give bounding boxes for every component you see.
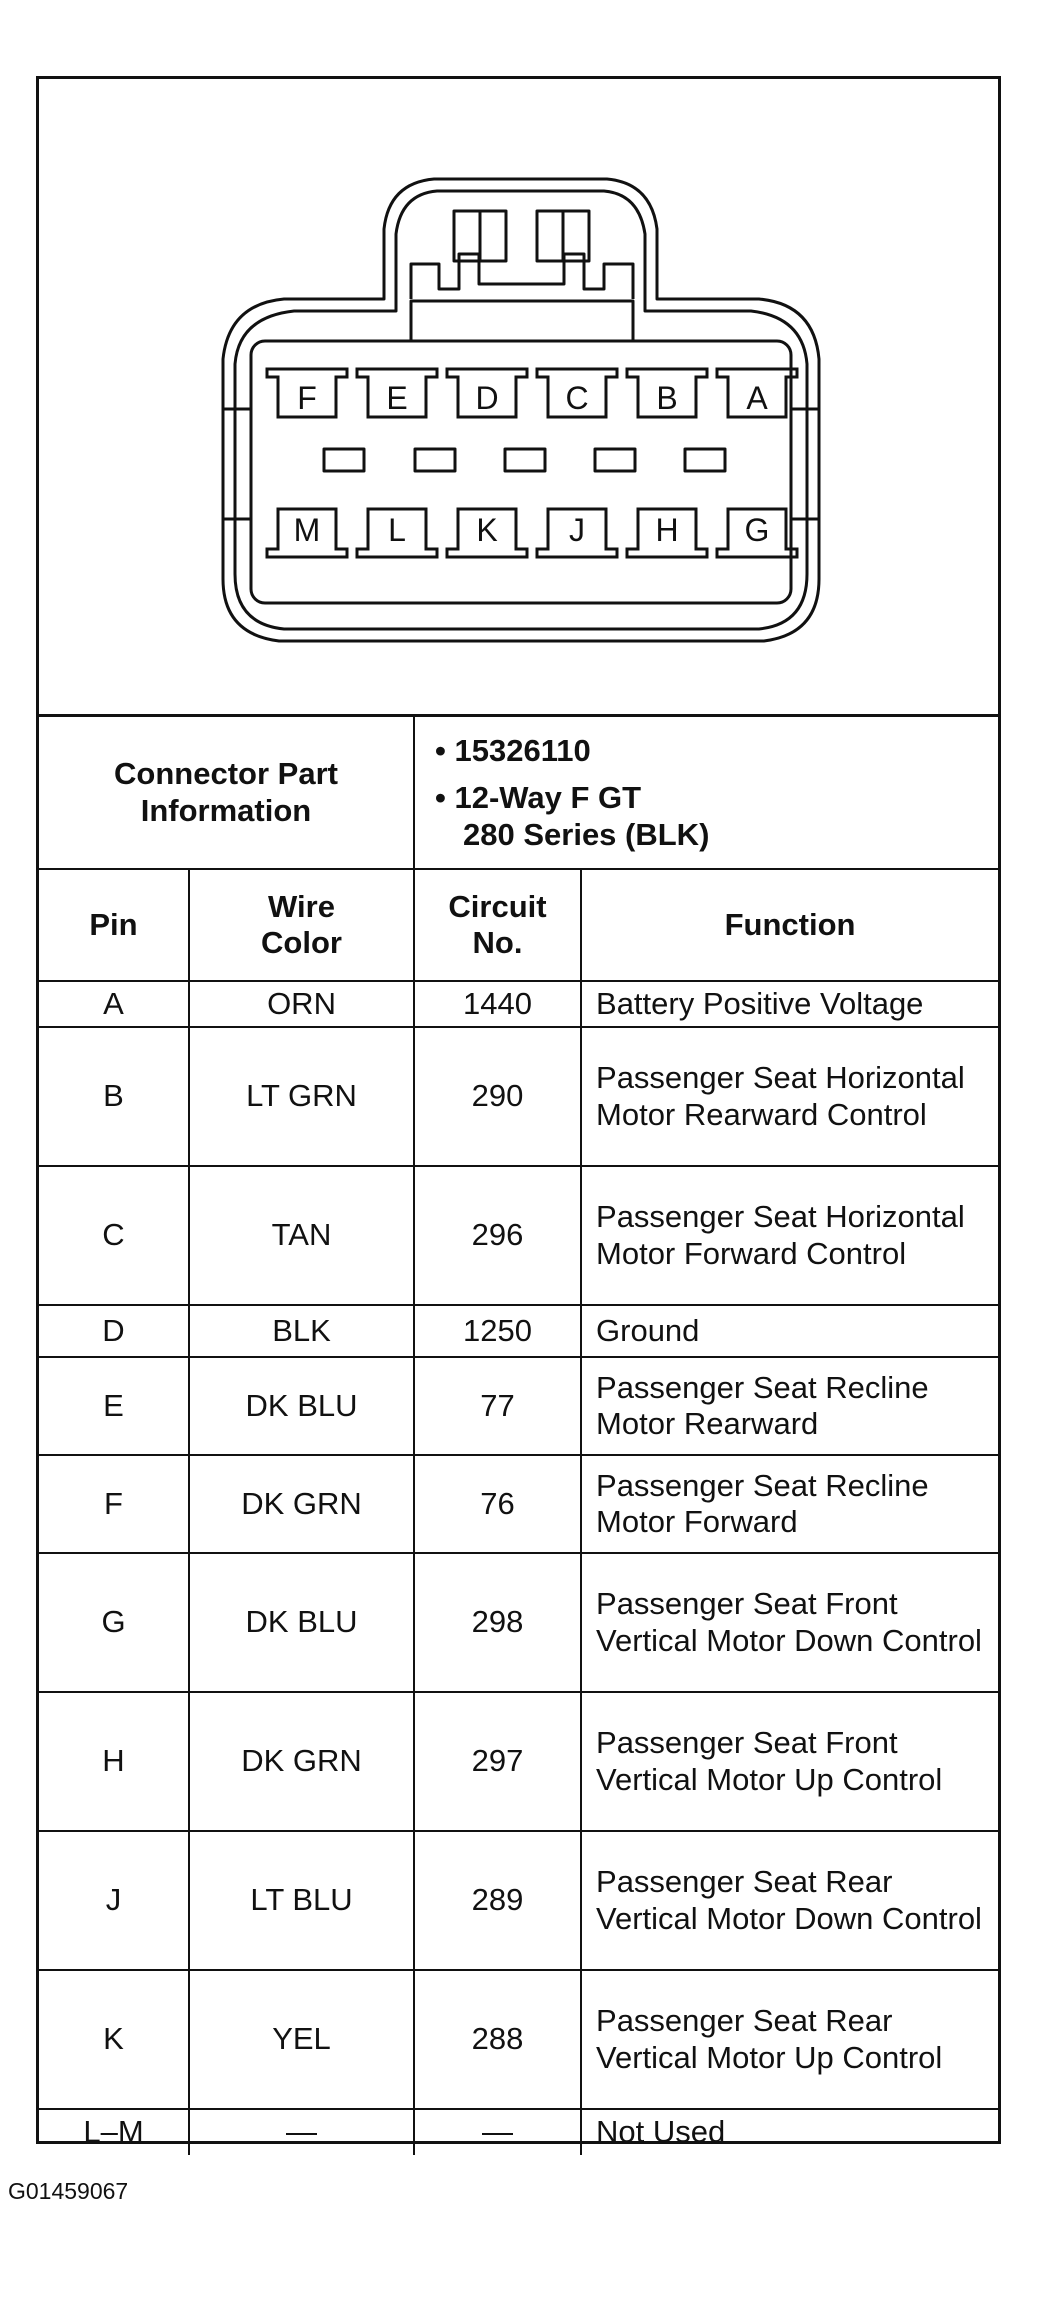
pin-cavity-j	[537, 509, 617, 557]
cell-pin: L–M	[39, 2109, 189, 2155]
cell-circuit: 289	[414, 1831, 581, 1970]
pin-letter: J	[569, 512, 585, 548]
part-info-label: Connector Part Information	[39, 717, 414, 869]
cell-wire-color: LT BLU	[189, 1831, 414, 1970]
cell-circuit: 288	[414, 1970, 581, 2109]
pin-cavity-d	[447, 369, 527, 417]
cell-wire-color: LT GRN	[189, 1027, 414, 1166]
pin-letter: H	[655, 512, 679, 548]
pin-cavity-g	[717, 509, 797, 557]
cell-wire-color: DK BLU	[189, 1357, 414, 1455]
cell-function: Passenger Seat Front Vertical Motor Down Control	[581, 1553, 998, 1692]
header-circuit-no: Circuit No.	[414, 869, 581, 981]
pin-cavity-e	[357, 369, 437, 417]
pin-letter: E	[386, 380, 408, 416]
pin-cavity-m	[267, 509, 347, 557]
cell-function: Battery Positive Voltage	[581, 981, 998, 1027]
cell-wire-color: —	[189, 2109, 414, 2155]
description-line-1: • 12-Way F GT	[435, 779, 642, 815]
cell-pin: G	[39, 1553, 189, 1692]
connector-face-diagram	[39, 79, 998, 717]
cell-pin: K	[39, 1970, 189, 2109]
pin-cavity-c	[537, 369, 617, 417]
figure-id: G01459067	[8, 2178, 129, 2204]
pinout-table	[39, 717, 998, 2155]
cell-function: Ground	[581, 1305, 998, 1357]
cell-circuit: 296	[414, 1166, 581, 1305]
cell-circuit: 298	[414, 1553, 581, 1692]
cell-pin: F	[39, 1455, 189, 1553]
connector-housing-inner	[235, 191, 807, 629]
pin-letter: G	[744, 512, 770, 548]
cell-wire-color: YEL	[189, 1970, 414, 2109]
cell-function: Passenger Seat Recline Motor Rearward	[581, 1357, 998, 1455]
cell-wire-color: DK BLU	[189, 1553, 414, 1692]
cell-pin: H	[39, 1692, 189, 1831]
cell-wire-color: BLK	[189, 1305, 414, 1357]
header-wire-color: Wire Color	[189, 869, 414, 981]
cell-circuit: 1440	[414, 981, 581, 1027]
connector-document-frame	[36, 76, 1001, 2150]
connector-face-drawing	[39, 79, 998, 714]
part-description-1: 12-Way F GT	[454, 779, 642, 815]
pin-letter: C	[565, 380, 589, 416]
cell-function: Passenger Seat Rear Vertical Motor Up Control	[581, 1970, 998, 2109]
table-row	[39, 1027, 998, 1166]
cell-pin: B	[39, 1027, 189, 1166]
pin-letter: A	[746, 380, 768, 416]
cell-circuit: 297	[414, 1692, 581, 1831]
part-number: 15326110	[454, 732, 591, 768]
header-function: Function	[581, 869, 998, 981]
cell-circuit: 1250	[414, 1305, 581, 1357]
cell-function: Passenger Seat Horizontal Motor Forward Control	[581, 1166, 998, 1305]
pin-cavity-k	[447, 509, 527, 557]
cell-function: Passenger Seat Rear Vertical Motor Down Control	[581, 1831, 998, 1970]
part-number-line: • 15326110	[435, 732, 591, 768]
latch-base	[411, 301, 633, 341]
table-row	[39, 1455, 998, 1553]
cell-wire-color: DK GRN	[189, 1455, 414, 1553]
cell-function: Not Used	[581, 2109, 998, 2155]
cell-function: Passenger Seat Front Vertical Motor Up Control	[581, 1692, 998, 1831]
table-header-row	[39, 869, 998, 981]
cell-wire-color: DK GRN	[189, 1692, 414, 1831]
cell-wire-color: TAN	[189, 1166, 414, 1305]
table-row	[39, 1692, 998, 1831]
cell-circuit: —	[414, 2109, 581, 2155]
cell-pin: D	[39, 1305, 189, 1357]
table-row	[39, 2109, 998, 2155]
cell-function: Passenger Seat Recline Motor Forward	[581, 1455, 998, 1553]
table-row	[39, 1970, 998, 2109]
cell-pin: C	[39, 1166, 189, 1305]
pin-letter: L	[388, 512, 406, 548]
pin-letter: D	[475, 380, 499, 416]
pin-letter: M	[293, 512, 321, 548]
cell-function: Passenger Seat Horizontal Motor Rearward Control	[581, 1027, 998, 1166]
cell-pin: J	[39, 1831, 189, 1970]
header-pin: Pin	[39, 869, 189, 981]
table-row	[39, 981, 998, 1027]
table-row	[39, 1357, 998, 1455]
table-row	[39, 1166, 998, 1305]
table-row	[39, 1553, 998, 1692]
table-row	[39, 1831, 998, 1970]
pin-cavity-f	[267, 369, 347, 417]
pin-cavity-h	[627, 509, 707, 557]
table-row	[39, 1305, 998, 1357]
pin-cavity-a	[717, 369, 797, 417]
cell-circuit: 290	[414, 1027, 581, 1166]
cell-wire-color: ORN	[189, 981, 414, 1027]
cell-circuit: 77	[414, 1357, 581, 1455]
pin-cavity-l	[357, 509, 437, 557]
latch-arm	[411, 254, 633, 299]
pin-cavity-b	[627, 369, 707, 417]
pin-letter: B	[656, 380, 678, 416]
cell-circuit: 76	[414, 1455, 581, 1553]
description-line-2: 280 Series (BLK)	[463, 817, 710, 853]
part-info-row	[39, 717, 998, 869]
cell-pin: E	[39, 1357, 189, 1455]
part-info-details	[414, 717, 998, 869]
pin-letter: K	[476, 512, 498, 548]
cell-pin: A	[39, 981, 189, 1027]
pin-letter: F	[297, 380, 317, 416]
